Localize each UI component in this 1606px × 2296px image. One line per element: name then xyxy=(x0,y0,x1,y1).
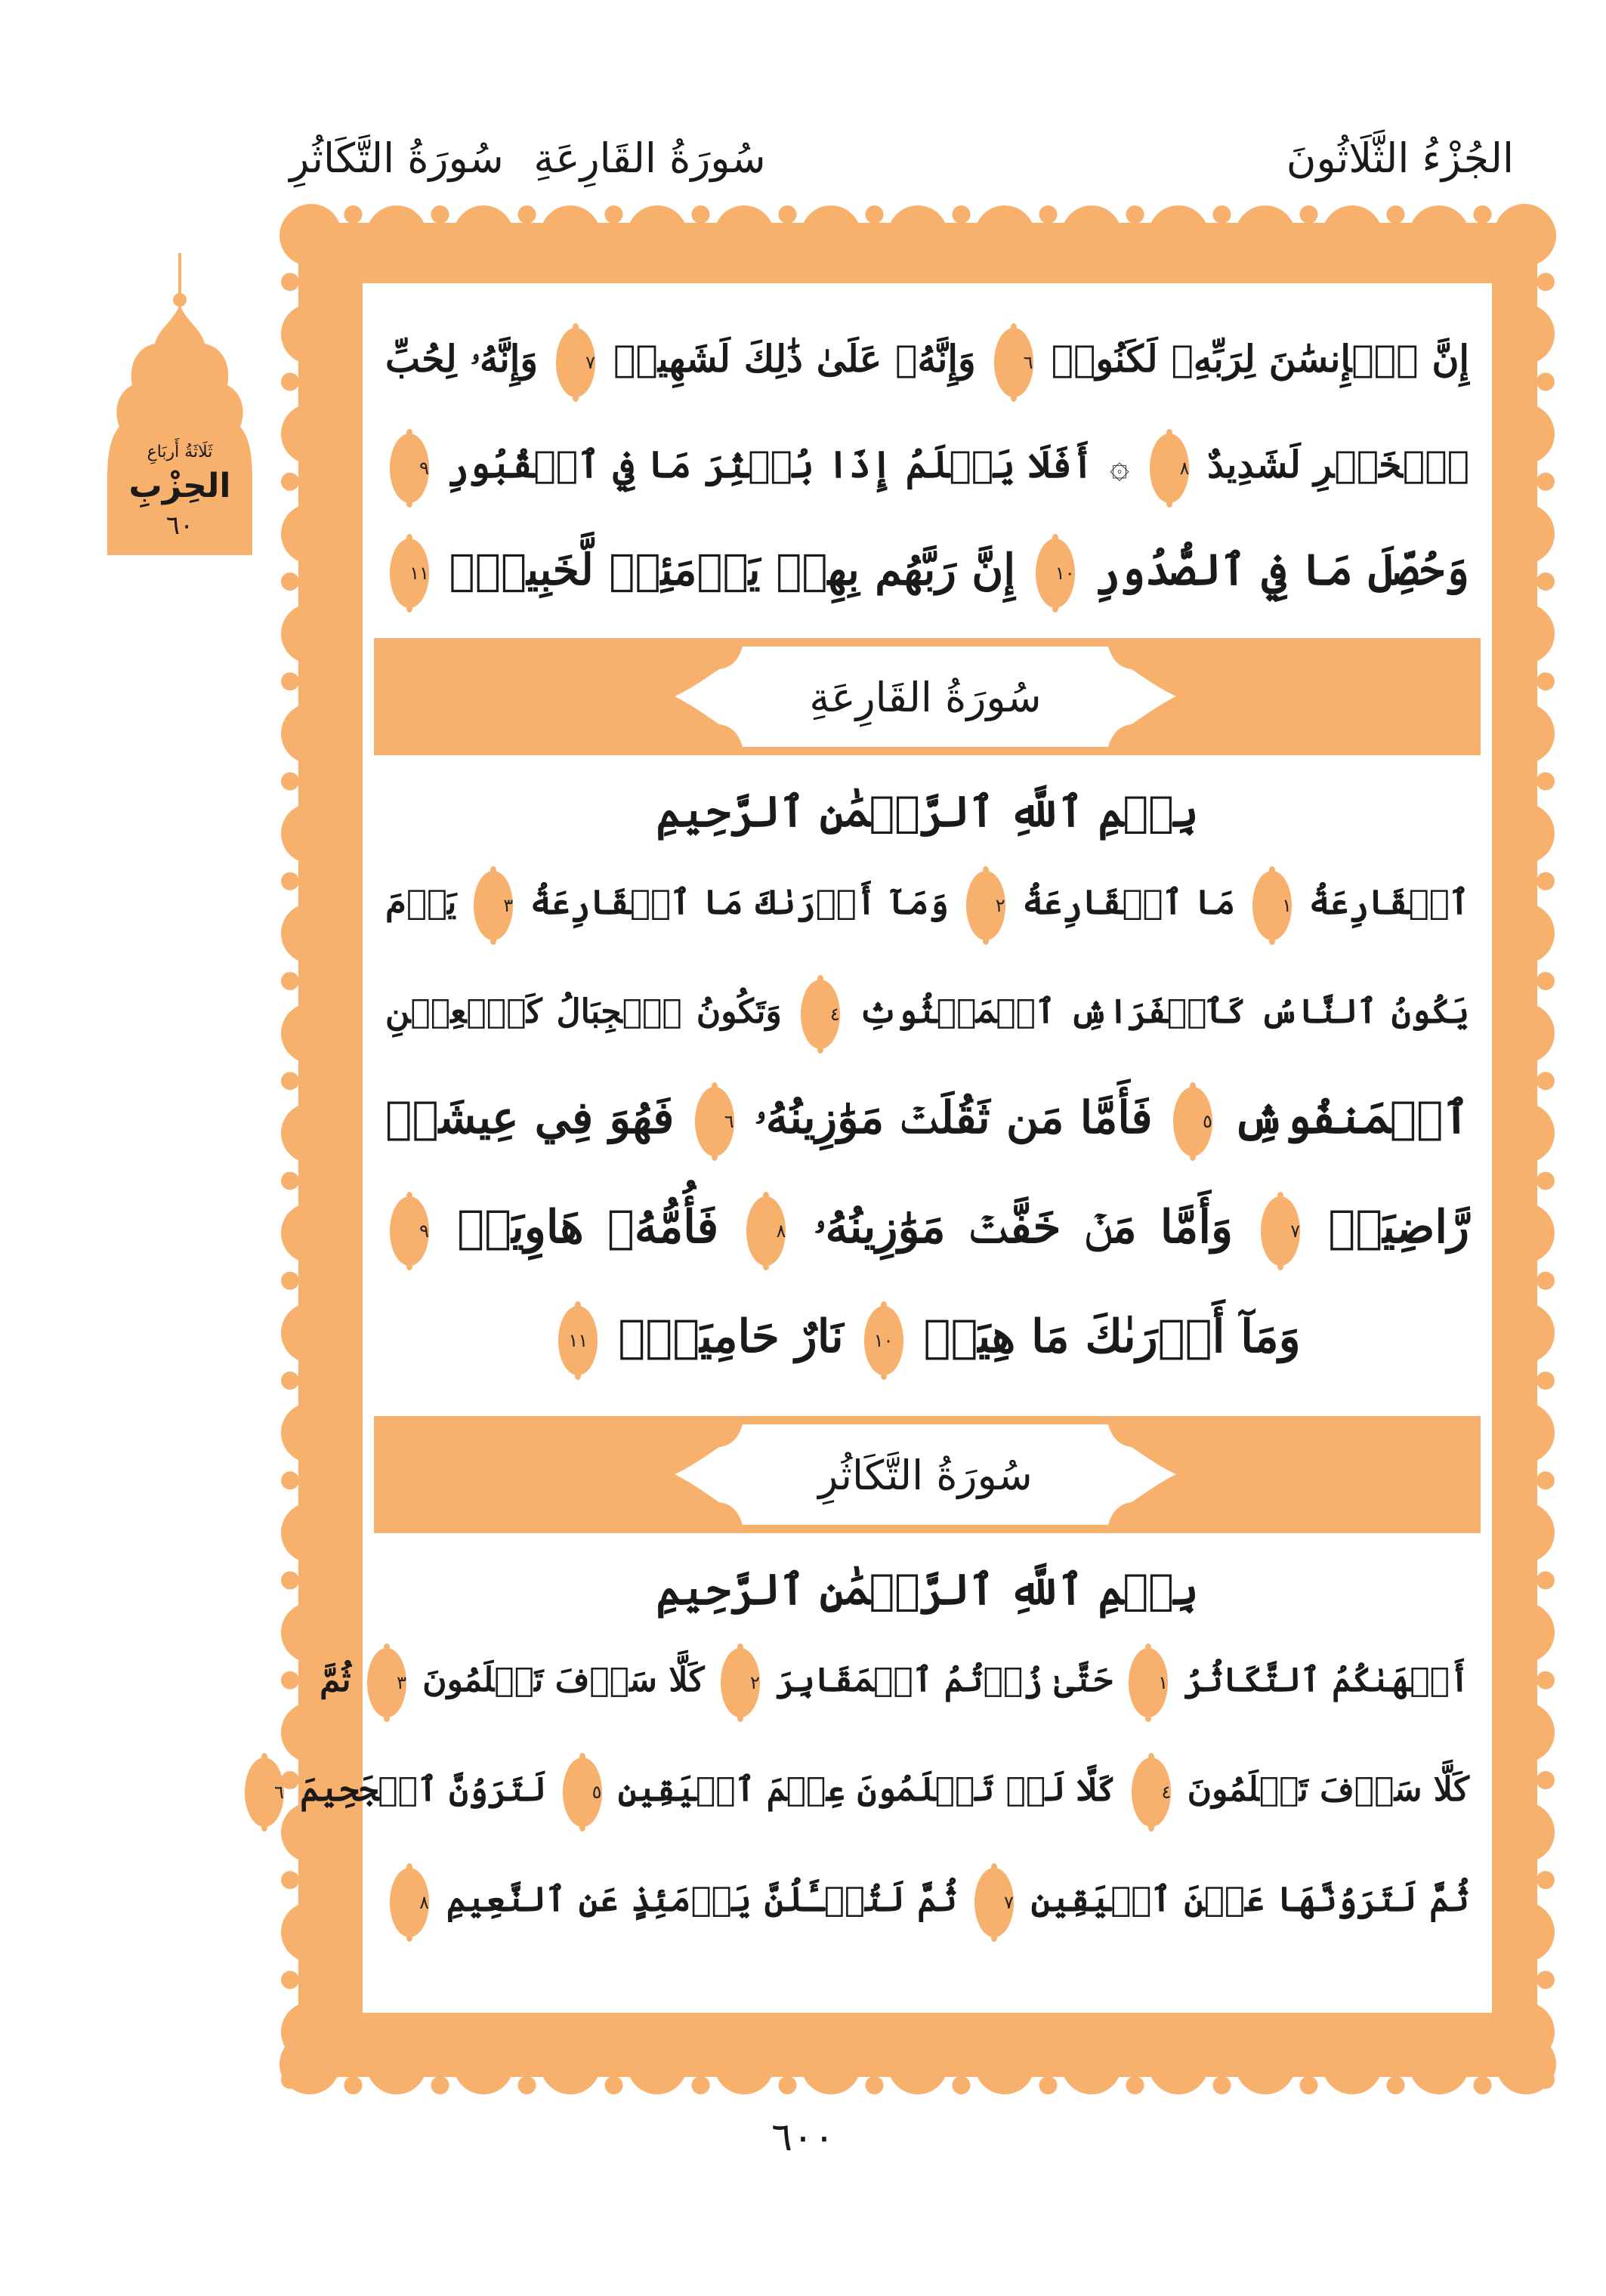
verse-text: فَأَمَّا مَن ثَقُلَتۡ مَوَٰزِينُهُۥ xyxy=(755,1091,1153,1143)
ayah-end-marker: ٩ xyxy=(390,434,429,503)
ayah-end-marker: ١٠ xyxy=(1036,539,1075,608)
ayah-end-marker: ١٠ xyxy=(864,1306,903,1375)
ayah-end-marker: ٣ xyxy=(474,871,513,940)
verse-line xyxy=(385,525,1469,616)
basmala: بِسۡمِ ٱللَّهِ ٱلرَّحۡمَٰنِ ٱلرَّحِيمِ xyxy=(656,787,1199,837)
verse-text: مَا ٱلۡقَارِعَةُ xyxy=(1022,882,1236,922)
ayah-end-marker: ٣ xyxy=(367,1648,406,1717)
ayah-end-marker: ٩ xyxy=(390,1196,429,1266)
surah-banner-qariah xyxy=(374,638,1481,755)
verse-text: كَلَّا لَوۡ تَعۡلَمُونَ عِلۡمَ ٱلۡيَقِينِ xyxy=(617,1770,1116,1809)
verse-line xyxy=(385,1854,1469,1945)
ayah-end-marker: ١ xyxy=(1252,871,1292,940)
ayah-end-marker: ١ xyxy=(1129,1648,1168,1717)
ayah-end-marker: ٥ xyxy=(563,1757,602,1827)
verse-text: إِنَّ ٱلۡإِنسَٰنَ لِرَبِّهِۦ لَكَنُودٞ xyxy=(1051,337,1470,381)
verse-text: وَأَمَّا مَنۡ خَفَّتۡ مَوَٰزِينُهُۥ xyxy=(814,1201,1233,1254)
surah-banner-takathur xyxy=(374,1416,1481,1533)
verse-text: أَفَلَا يَعۡلَمُ إِذَا بُعۡثِرَ مَا فِي ٱلۡقُبُورِ xyxy=(446,443,1094,486)
verse-line xyxy=(385,967,1469,1057)
juz-title: الجُزْءُ الثَّلَاثُونَ xyxy=(1286,134,1514,182)
verse-line xyxy=(385,419,1469,510)
surah-cartouche xyxy=(675,1424,1176,1525)
verse-text: ٱلۡمَنفُوشِ xyxy=(1233,1091,1470,1143)
verse-text: وَإِنَّهُۥ لِحُبِّ xyxy=(385,337,539,381)
ayah-end-marker: ١١ xyxy=(558,1306,598,1375)
verse-line xyxy=(385,313,1469,404)
ayah-end-marker: ٢ xyxy=(721,1648,760,1717)
verse-text: يَكُونُ ٱلنَّاسُ كَٱلۡفَرَاشِ ٱلۡمَبۡثُوثِ xyxy=(858,992,1469,1031)
verse-text: رَّاضِيَةٖ xyxy=(1328,1201,1469,1254)
verse-text: يَوۡمَ xyxy=(385,882,457,922)
surah-title-takathur: سُورَةُ التَّكَاثُرِ xyxy=(818,1452,1033,1499)
verse-line xyxy=(385,1072,1469,1163)
verse-text: ٱلۡخَيۡرِ لَشَدِيدٌ xyxy=(1207,443,1469,486)
ayah-end-marker: ٨ xyxy=(1150,434,1189,503)
verse-line xyxy=(385,857,1469,948)
ayah-end-marker: ٥ xyxy=(1173,1087,1212,1156)
verse-line xyxy=(385,1182,1469,1273)
ayah-end-marker: ١١ xyxy=(390,539,429,608)
ayah-end-marker: ٤ xyxy=(1132,1757,1171,1827)
verse-line xyxy=(320,1635,1469,1726)
verse-text: كَلَّا سَوۡفَ تَعۡلَمُونَ xyxy=(1187,1770,1469,1809)
verse-text: نَارٌ حَامِيَةُۢ xyxy=(618,1310,844,1363)
verse-text: ثُمَّ xyxy=(320,1661,351,1699)
hizb-label: الحِزْبِ xyxy=(128,467,231,505)
hizb-marker xyxy=(106,253,254,555)
rub-el-hizb-icon: ۞ xyxy=(1110,447,1129,486)
page-frame xyxy=(274,204,1556,2096)
ayah-end-marker: ٨ xyxy=(746,1196,786,1266)
ayah-end-marker: ٧ xyxy=(974,1868,1014,1937)
ayah-end-marker: ٤ xyxy=(801,980,840,1049)
verse-text: لَتَرَوُنَّ ٱلۡجَحِيمَ xyxy=(300,1770,547,1809)
ayah-end-marker: ٧ xyxy=(556,328,595,397)
header-surah-qariah: سُورَةُ القَارِعَةِ xyxy=(533,134,766,182)
basmala: بِسۡمِ ٱللَّهِ ٱلرَّحۡمَٰنِ ٱلرَّحِيمِ xyxy=(656,1565,1199,1615)
ayah-end-marker: ٢ xyxy=(966,871,1005,940)
verse-text: ٱلۡقَارِعَةُ xyxy=(1308,882,1470,922)
header-surah-takathur: سُورَةُ التَّكَاثُرِ xyxy=(289,134,504,182)
verse-text: ثُمَّ لَتُسۡـَٔلُنَّ يَوۡمَئِذٍ عَنِ ٱلنَّعِيمِ xyxy=(446,1879,958,1919)
surah-cartouche xyxy=(675,647,1176,747)
surah-title-qariah: سُورَةُ القَارِعَةِ xyxy=(809,674,1042,721)
ayah-end-marker: ٦ xyxy=(695,1087,734,1156)
verse-line xyxy=(274,1745,1469,1835)
verse-text: فَهُوَ فِي عِيشَةٖ xyxy=(385,1091,675,1143)
verse-text: ثُمَّ لَتَرَوُنَّهَا عَيۡنَ ٱلۡيَقِينِ xyxy=(1030,1879,1469,1919)
hizb-fraction: ثَلَاثَةُ أَربَاعِ xyxy=(147,443,213,461)
ayah-end-marker: ٦ xyxy=(245,1757,284,1827)
verse-text: حَتَّىٰ زُرۡتُمُ ٱلۡمَقَابِرَ xyxy=(776,1661,1113,1699)
text-panel xyxy=(274,283,1492,2013)
verse-line xyxy=(385,1292,1469,1382)
page-number: ٦٠٠ xyxy=(771,2115,835,2160)
verse-text: إِنَّ رَبَّهُم بِهِمۡ يَوۡمَئِذٖ لَّخَبِيرُۢ xyxy=(449,545,1016,595)
verse-text: وَحُصِّلَ مَا فِي ٱلصُّدُورِ xyxy=(1095,545,1469,595)
verse-text: وَإِنَّهُۥ عَلَىٰ ذَٰلِكَ لَشَهِيدٞ xyxy=(613,337,976,381)
verse-text: وَتَكُونُ ٱلۡجِبَالُ كَٱلۡعِهۡنِ xyxy=(385,992,782,1031)
ayah-end-marker: ٦ xyxy=(994,328,1033,397)
verse-text: كَلَّا سَوۡفَ تَعۡلَمُونَ xyxy=(422,1661,705,1699)
verse-text: وَمَآ أَدۡرَىٰكَ مَا ٱلۡقَارِعَةُ xyxy=(530,882,949,922)
ayah-end-marker: ٨ xyxy=(390,1868,429,1937)
ayah-end-marker: ٧ xyxy=(1261,1196,1300,1266)
verse-text: وَمَآ أَدۡرَىٰكَ مَا هِيَهۡ xyxy=(923,1310,1301,1363)
verse-text: فَأُمُّهُۥ هَاوِيَةٞ xyxy=(457,1201,719,1254)
hizb-number: ٦٠ xyxy=(165,511,194,541)
verse-text: أَلۡهَىٰكُمُ ٱلتَّكَاثُرُ xyxy=(1184,1661,1469,1699)
